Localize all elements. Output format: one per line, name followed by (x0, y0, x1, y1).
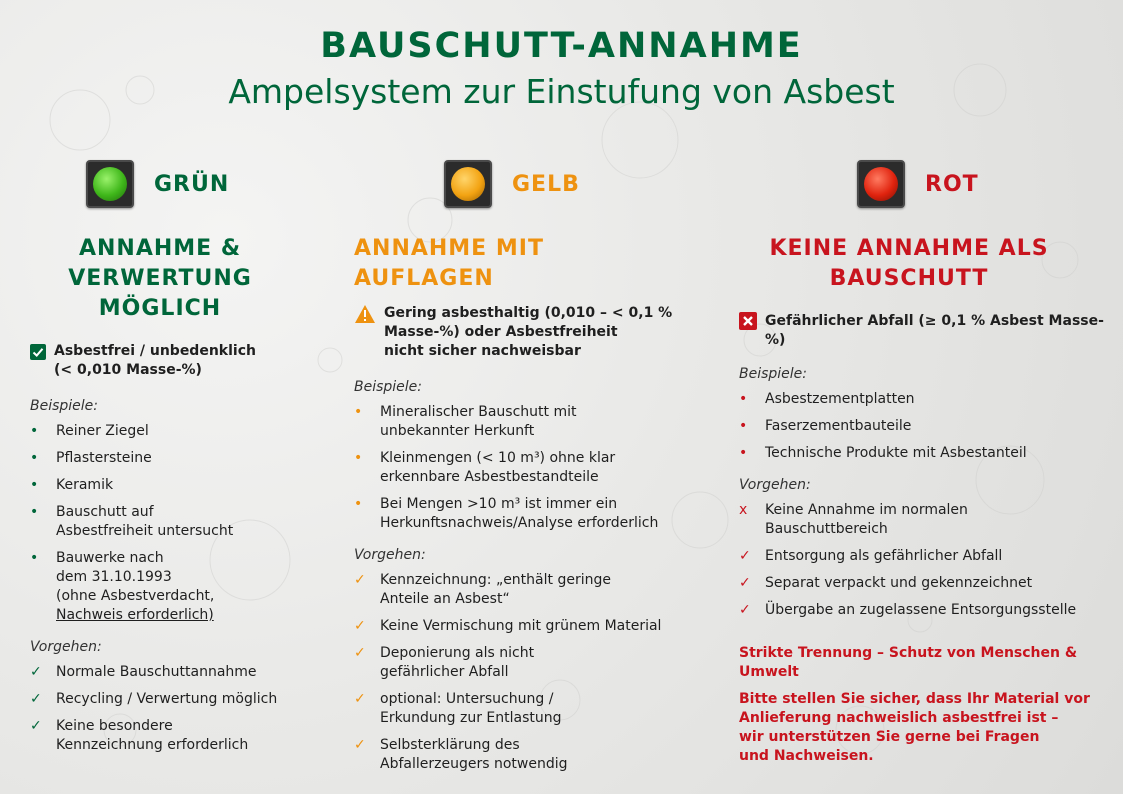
list-item: • Keramik (30, 477, 114, 493)
check-icon: ✓ (30, 664, 42, 680)
yellow-procedure-list (354, 571, 684, 774)
yellow-heading-line: ANNAHME MIT AUFLAGEN (354, 236, 544, 291)
list-item: ✓ Selbsterklärung des Abfallerzeugers notwendig (354, 737, 568, 772)
list-item: • Kleinmengen (< 10 m³) ohne klar erkennbare Asbestbestandteile (354, 450, 616, 485)
yellow-examples-list (354, 403, 684, 533)
list-item: • Pflastersteine (30, 450, 152, 466)
red-label: ROT (925, 171, 979, 197)
list-item: ✓ Normale Bauschuttannahme (30, 664, 257, 680)
page-subtitle: Ampelsystem zur Einstufung von Asbest (228, 72, 895, 111)
yellow-procedure-label: Vorgehen: (354, 547, 426, 563)
list-item: x Keine Annahme im normalen Bauschuttbereich (739, 502, 968, 537)
red-procedure-list (739, 501, 1109, 620)
yellow-heading (354, 234, 684, 294)
check-icon: ✓ (354, 691, 366, 707)
traffic-light-yellow-icon (444, 160, 492, 208)
column-green (30, 158, 290, 763)
list-item: ✓ Keine besondere Kennzeichnung erforderlich (30, 718, 249, 753)
list-item: ✓ Deponierung als nicht gefährlicher Abfall (354, 645, 535, 680)
warning-triangle-icon (354, 304, 376, 324)
list-item: • Bauschutt auf Asbestfreiheit untersucht (30, 504, 234, 539)
check-icon: ✓ (739, 548, 751, 564)
check-icon: ✓ (30, 691, 42, 707)
list-item: • Mineralischer Bauschutt mit unbekannter Herkunft (354, 404, 577, 439)
check-icon: ✓ (354, 737, 366, 753)
yellow-status-line: Masse-%) oder Asbestfreiheit (384, 324, 618, 340)
check-icon: ✓ (354, 572, 366, 588)
green-status-line: (< 0,010 Masse-%) (54, 362, 202, 378)
red-note-heading: Strikte Trennung – Schutz von Menschen & Umwelt (739, 645, 1078, 680)
red-heading-line: BAUSCHUTT (829, 266, 989, 291)
check-icon: ✓ (739, 602, 751, 618)
list-item: ✓ Kennzeichnung: „enthält geringe Anteile an Asbest“ (354, 572, 611, 607)
green-procedure-list (30, 663, 290, 755)
green-status-line: Asbestfrei / unbedenklich (54, 343, 256, 359)
yellow-status-line: nicht sicher nachweisbar (384, 343, 581, 359)
green-heading-line: ANNAHME & (78, 236, 242, 261)
red-heading (739, 234, 1079, 294)
red-examples-label: Beispiele: (739, 366, 808, 382)
check-icon: ✓ (354, 618, 366, 634)
red-status (739, 312, 1109, 350)
column-yellow (354, 158, 684, 782)
list-item: • Reiner Ziegel (30, 423, 149, 439)
list-item: ✓ Übergabe an zugelassene Entsorgungsstelle (739, 602, 1077, 618)
traffic-light-red-icon (857, 160, 905, 208)
green-light-row (86, 158, 290, 210)
yellow-status (354, 304, 684, 361)
list-item: ✓ optional: Untersuchung / Erkundung zur Entlastung (354, 691, 562, 726)
traffic-light-green-icon (86, 160, 134, 208)
list-item: ✓ Keine Vermischung mit grünem Material (354, 618, 662, 634)
green-examples-label: Beispiele: (30, 398, 99, 414)
red-heading-line: KEINE ANNAHME ALS (769, 236, 1049, 261)
green-status (30, 342, 290, 380)
list-item: • Asbestzementplatten (739, 391, 915, 407)
red-note-text: Bitte stellen Sie sicher, dass Ihr Material vor Anlieferung nachweislich asbestfrei ist – wir unterstützen Sie gerne bei Fragen und Nachweisen. (739, 691, 1090, 764)
check-icon: ✓ (30, 718, 42, 734)
red-examples-list (739, 390, 1109, 463)
list-item: • Bei Mengen >10 m³ ist immer ein Herkunftsnachweis/Analyse erforderlich (354, 496, 659, 531)
red-procedure-label: Vorgehen: (739, 477, 811, 493)
green-procedure-label: Vorgehen: (30, 639, 102, 655)
green-label: GRÜN (154, 171, 230, 197)
check-icon: ✓ (739, 575, 751, 591)
checkbox-checked-icon (30, 344, 46, 360)
x-box-icon (739, 312, 757, 330)
list-item: ✓ Separat verpackt und gekennzeichnet (739, 575, 1033, 591)
list-item: • Faserzementbauteile (739, 418, 912, 434)
green-examples-list (30, 422, 290, 625)
x-mark-icon: x (739, 502, 748, 518)
yellow-status-line: Gering asbesthaltig (0,010 – < 0,1 % (384, 305, 673, 321)
check-icon: ✓ (354, 645, 366, 661)
yellow-light-row (444, 158, 684, 210)
list-item: ✓ Recycling / Verwertung möglich (30, 691, 278, 707)
list-item: ✓ Entsorgung als gefährlicher Abfall (739, 548, 1003, 564)
red-light-row (857, 158, 1109, 210)
green-heading-line: MÖGLICH (98, 296, 222, 321)
green-heading-line: VERWERTUNG (68, 266, 252, 291)
yellow-label: GELB (512, 171, 580, 197)
column-red (739, 158, 1109, 766)
page-title: BAUSCHUTT-ANNAHME (320, 26, 803, 66)
list-item: • Technische Produkte mit Asbestanteil (739, 445, 1027, 461)
list-item: • Bauwerke nach dem 31.10.1993 (ohne Asbestverdacht, Nachweis erforderlich) (30, 550, 215, 623)
yellow-examples-label: Beispiele: (354, 379, 423, 395)
green-heading (30, 234, 290, 324)
red-status-line: Gefährlicher Abfall (≥ 0,1 % Asbest Masse-%) (765, 313, 1104, 348)
